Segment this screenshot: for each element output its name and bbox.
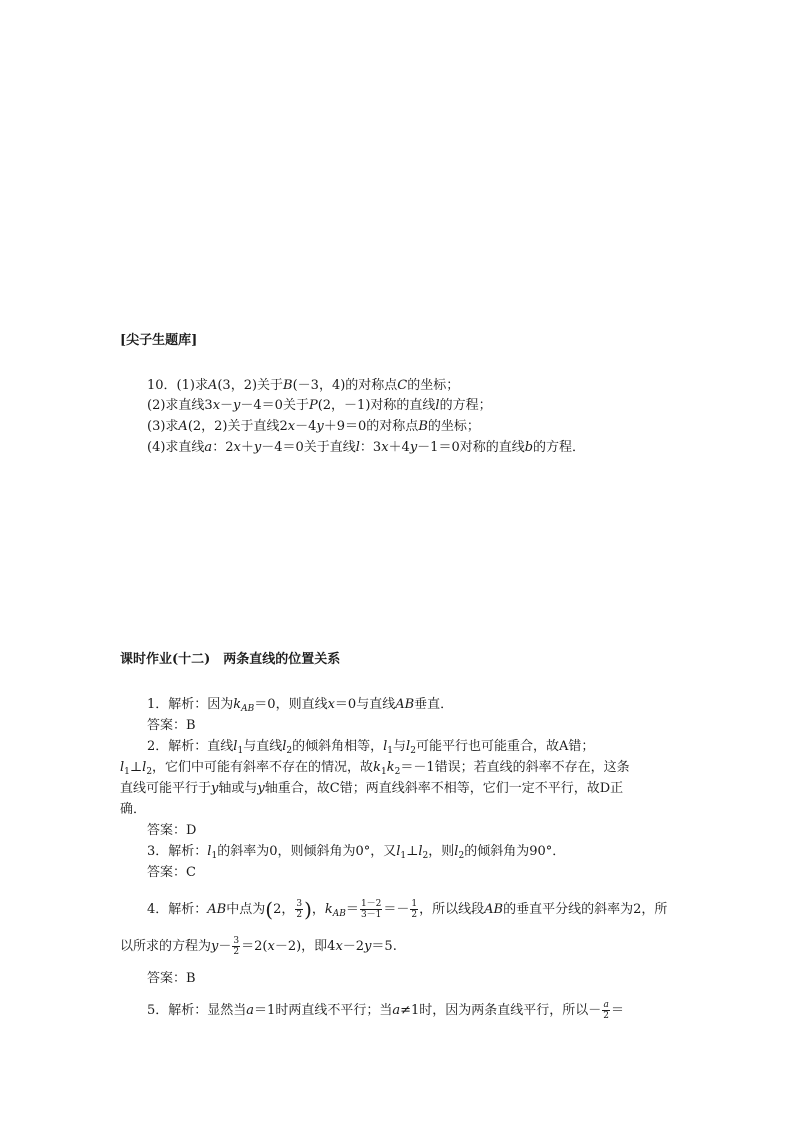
- answer3-text: 3．解析：$l_1$的斜率为0，则倾斜角为0°，又$l_1\perp l_2$，则$l_2$的倾斜角为90°．: [147, 844, 566, 861]
- answer2-line4: 确．: [120, 802, 147, 817]
- answer1-key: 答案：B: [147, 718, 196, 733]
- answer4-line1: 4．解析：AB中点为(2， $\frac{3}{2}$ )，$k_{AB}=$ $\frac{1-2}{3-1}$ ＝－ $\frac{1}{2}$ ，所以线段AB的垂直平分线的斜率为2，所: [147, 897, 668, 922]
- q10-part3: (3)求A(2，2)关于直线2x－4y＋9＝0的对称点B的坐标；: [147, 419, 480, 434]
- answer4-key: 答案：B: [147, 971, 196, 986]
- q10-part4: (4)求直线a：2x＋y－4＝0关于直线l：3x＋4y－1＝0对称的直线b的方程．: [147, 440, 586, 455]
- answer4-line2: 以所求的方程为y－ $\frac{3}{2}$ ＝2(x－2)，即4x－2y＝5.: [120, 936, 397, 957]
- q10-part1: 10．(1)求A(3，2)关于B(－3，4)的对称点C的坐标；: [147, 378, 460, 393]
- answer5-line1: 5．解析：显然当a＝1时两直线不平行；当a≠1时，因为两条直线平行，所以－ $\frac{a}{2}$ ＝: [147, 1000, 625, 1021]
- answer3-key: 答案：C: [147, 865, 196, 880]
- answer2-line2: $l_1\perp l_2$，它们中可能有斜率不存在的情况，故$k_1k_2=-1$错误；若直线的斜率不存在，这条: [120, 760, 630, 777]
- answer2-line1: 2．解析：直线$l_1$与直线$l_2$的倾斜角相等，$l_1$与$l_2$可能平行也可能重合，故A错；: [147, 739, 595, 756]
- answer2-line3: 直线可能平行于y轴或与y轴重合，故C错；两直线斜率不相等，它们一定不平行，故D正: [120, 781, 624, 796]
- answer1-text: 1．解析：因为$k_{AB}=0$，则直线x＝0与直线AB垂直．: [147, 697, 454, 714]
- answer2-key: 答案：D: [147, 823, 197, 838]
- section-title: 课时作业(十二) 两条直线的位置关系: [120, 652, 341, 667]
- bank-title: [尖子生题库]: [120, 333, 198, 348]
- q10-part2: (2)求直线3x－y－4＝0关于P(2，－1)对称的直线l的方程；: [147, 398, 492, 413]
